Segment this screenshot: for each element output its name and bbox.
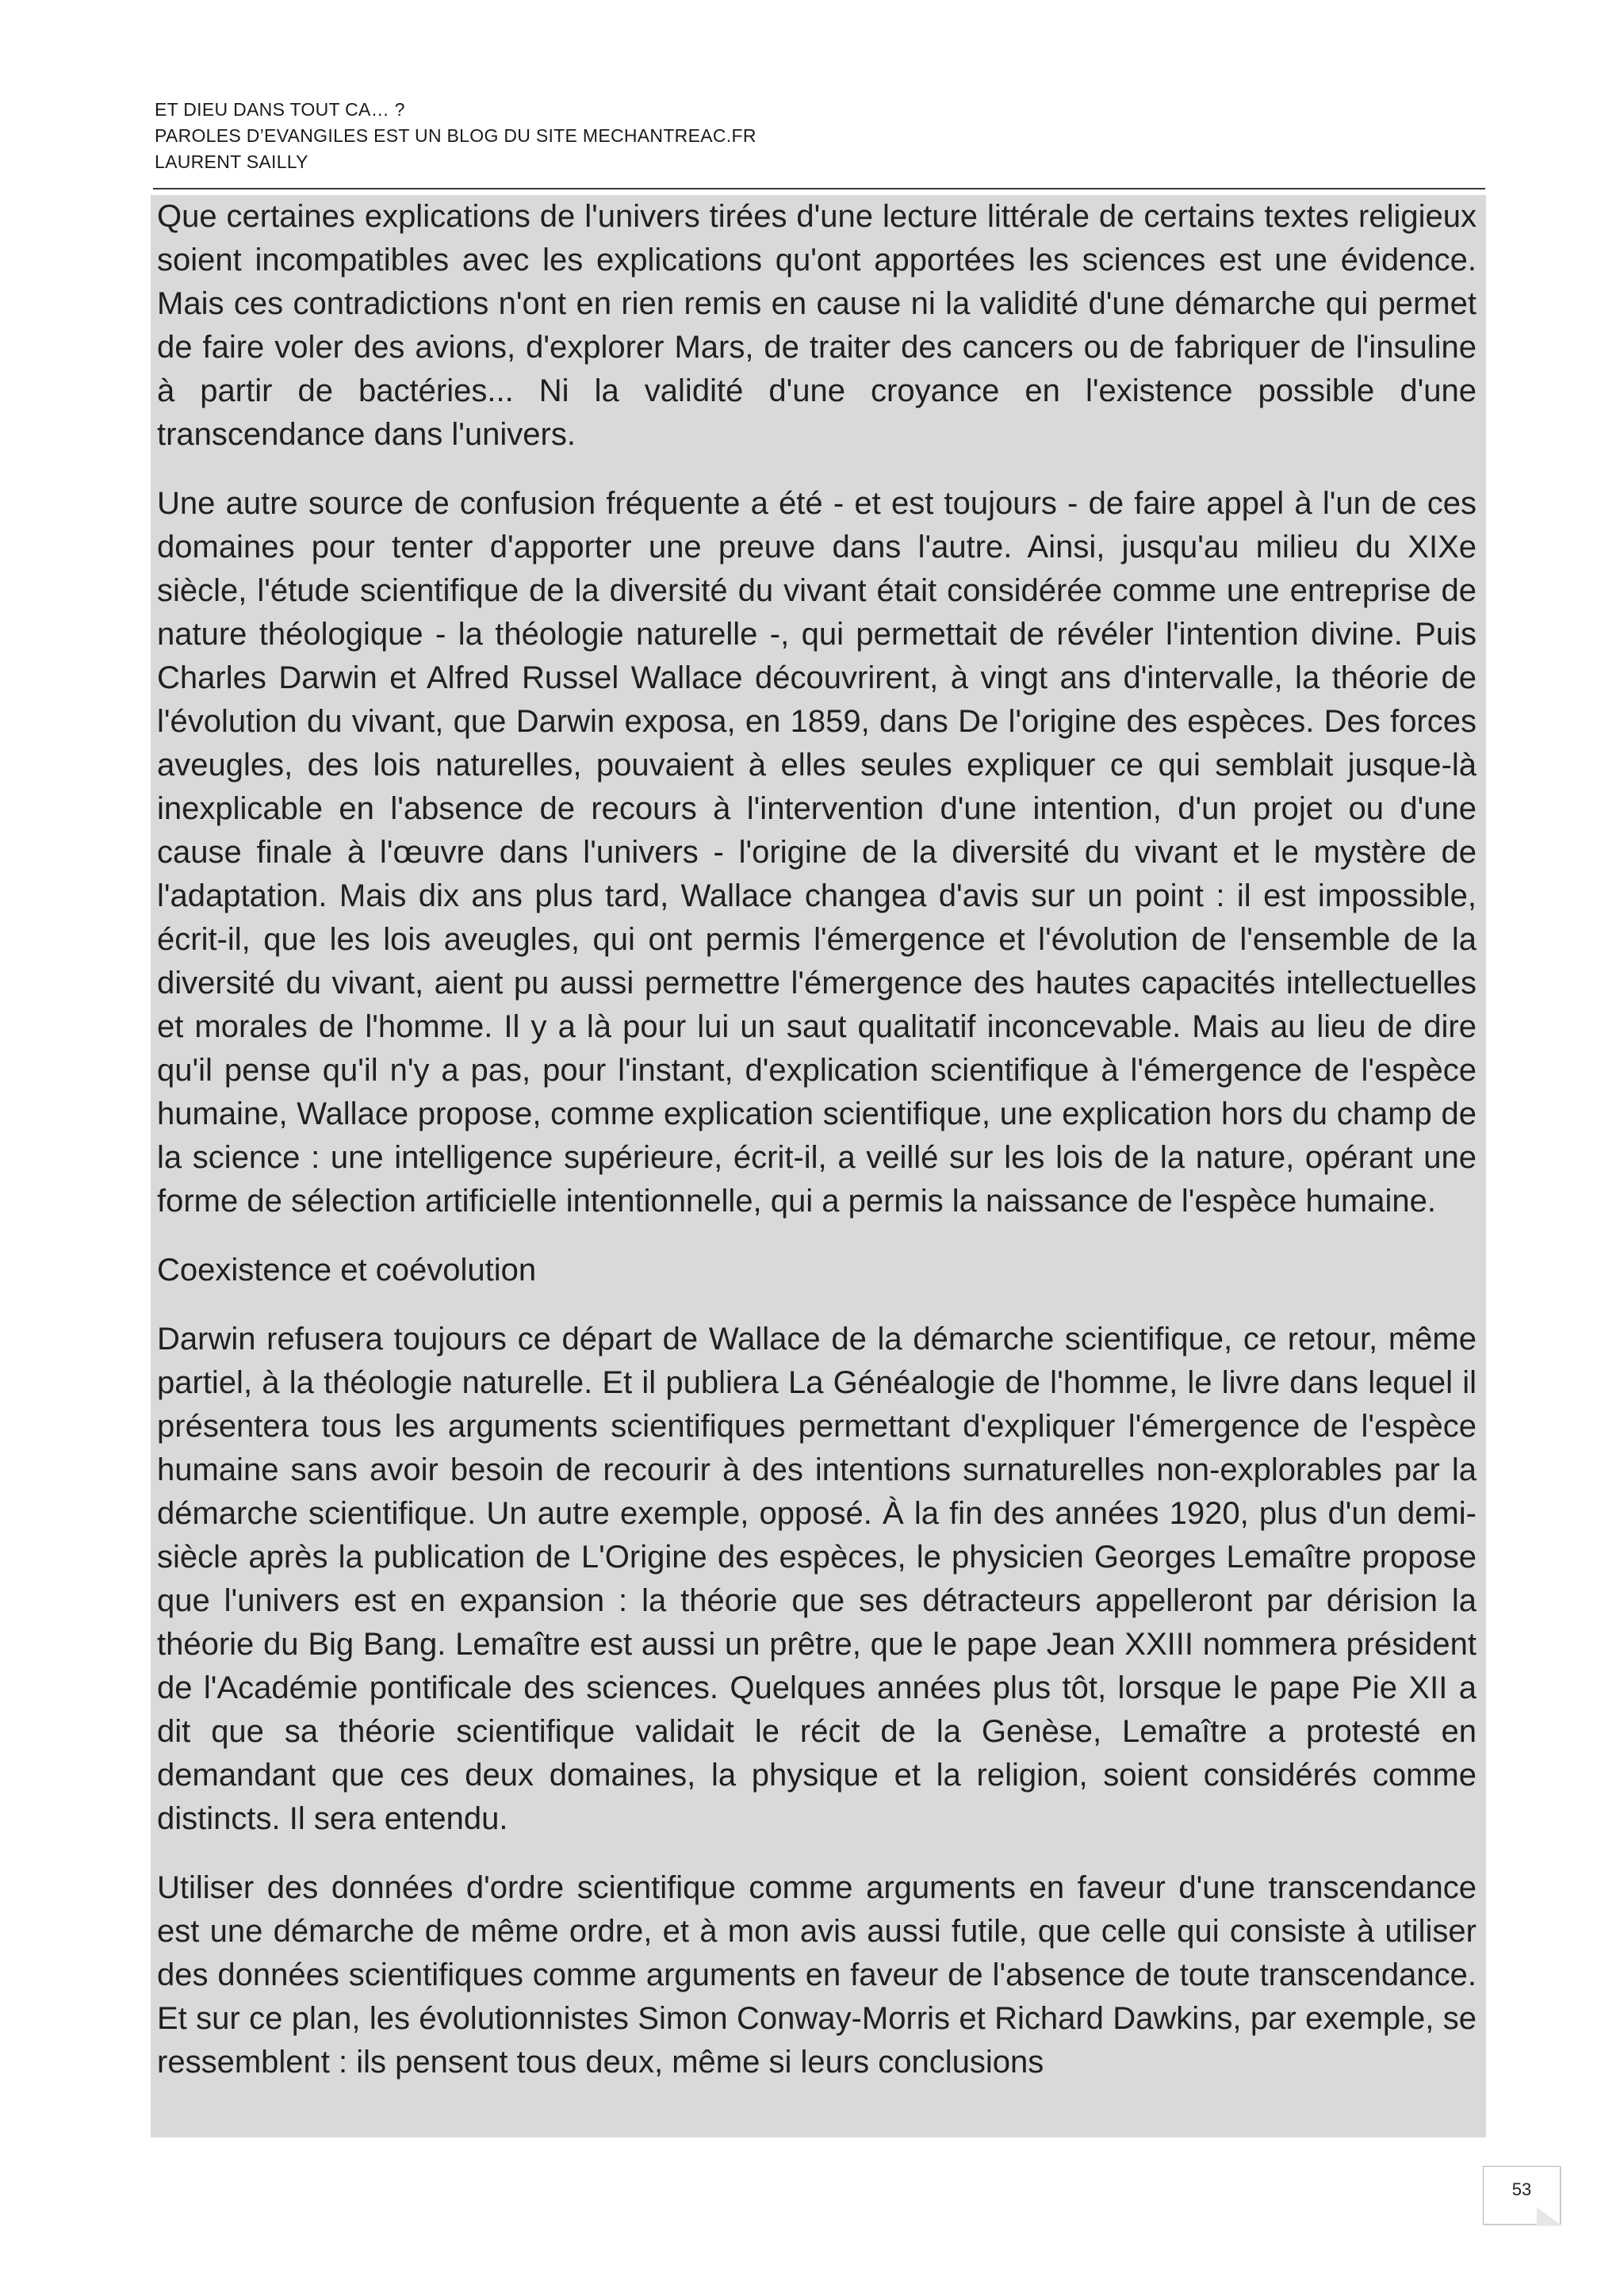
shaded-text-block	[151, 195, 1486, 2137]
paragraph: Une autre source de confusion fréquente a été - et est toujours - de faire appel à l'un de ces domaines pour tenter d'apporter une preuve dans l'autre. Ainsi, jusqu'au milieu du XIXe siècle, l'étude scientifique de la diversité du vivant était considérée comme une entreprise de nature théologique - la théologie naturelle -, qui permettait de révéler l'intention divine. Puis Charles Darwin et Alfred Russel Wallace découvrirent, à vingt ans d'intervalle, la théorie de l'évolution du vivant, que Darwin exposa, en 1859, dans De l'origine des espèces. Des forces aveugles, des lois naturelles, pouvaient à elles seules expliquer ce qui semblait jusque-là inexplicable en l'absence de recours à l'intervention d'une intention, d'un projet ou d'une cause finale à l'œuvre dans l'univers - l'origine de la diversité du vivant et le mystère de l'adaptation. Mais dix ans plus tard, Wallace changea d'avis sur un point : il est impossible, écrit-il, que les lois aveugles, qui ont permis l'émergence et l'évolution de l'ensemble de la diversité du vivant, aient pu aussi permettre l'émergence des hautes capacités intellectuelles et morales de l'homme. Il y a là pour lui un saut qualitatif inconcevable. Mais au lieu de dire qu'il pense qu'il n'y a pas, pour l'instant, d'explication scientifique à l'émergence de l'espèce humaine, Wallace propose, comme explication scientifique, une explication hors du champ de la science : une intelligence supérieure, écrit-il, a veillé sur les lois de la nature, opérant une forme de sélection artificielle intentionnelle, qui a permis la naissance de l'espèce humaine.	[157, 486, 1477, 1219]
paragraph: Utiliser des données d'ordre scientifique comme arguments en faveur d'une transcendance est une démarche de même ordre, et à mon avis aussi futile, que celle qui consiste à utiliser des données scientifiques comme arguments en faveur de l'absence de toute transcendance. Et sur ce plan, les évolutionnistes Simon Conway-Morris et Richard Dawkins, par exemple, se ressemblent : ils pensent tous deux, même si leurs conclusions	[157, 1870, 1477, 2080]
page-curl-icon	[1537, 2207, 1561, 2225]
paragraph: Que certaines explications de l'univers tirées d'une lecture littérale de certains textes religieux soient incompatibles avec les explications qu'ont apportées les sciences est une évidence. Mais ces contradictions n'ont en rien remis en cause ni la validité d'une démarche qui permet de faire voler des avions, d'explorer Mars, de traiter des cancers ou de fabriquer de l'insuline à partir de bactéries... Ni la validité d'une croyance en l'existence possible d'une transcendance dans l'univers.	[157, 199, 1477, 452]
section-subheading: Coexistence et coévolution	[157, 1253, 537, 1288]
page-number-box	[1483, 2166, 1561, 2225]
header-divider	[153, 188, 1485, 189]
running-header	[155, 97, 1485, 175]
header-blog-line: PAROLES D’EVANGILES EST UN BLOG DU SITE MECHANTREAC.FR	[155, 125, 756, 146]
page-number: 53	[1511, 2179, 1532, 2199]
paragraph: Darwin refusera toujours ce départ de Wallace de la démarche scientifique, ce retour, même partiel, à la théologie naturelle. Et il publiera La Généalogie de l'homme, le livre dans lequel il présentera tous les arguments scientifiques permettant d'expliquer l'émergence de l'espèce humaine sans avoir besoin de recourir à des intentions surnaturelles non-explorables par la démarche scientifique. Un autre exemple, opposé. À la fin des années 1920, plus d'un demi-siècle après la publication de L'Origine des espèces, le physicien Georges Lemaître propose que l'univers est en expansion : la théorie que ses détracteurs appelleront par dérision la théorie du Big Bang. Lemaître est aussi un prêtre, que le pape Jean XXIII nommera président de l'Académie pontificale des sciences. Quelques années plus tôt, lorsque le pape Pie XII a dit que sa théorie scientifique validait le récit de la Genèse, Lemaître a protesté en demandant que ces deux domaines, la physique et la religion, soient considérés comme distincts. Il sera entendu.	[157, 1322, 1477, 1836]
header-author: LAURENT SAILLY	[155, 151, 308, 172]
header-title: ET DIEU DANS TOUT CA… ?	[155, 99, 405, 120]
